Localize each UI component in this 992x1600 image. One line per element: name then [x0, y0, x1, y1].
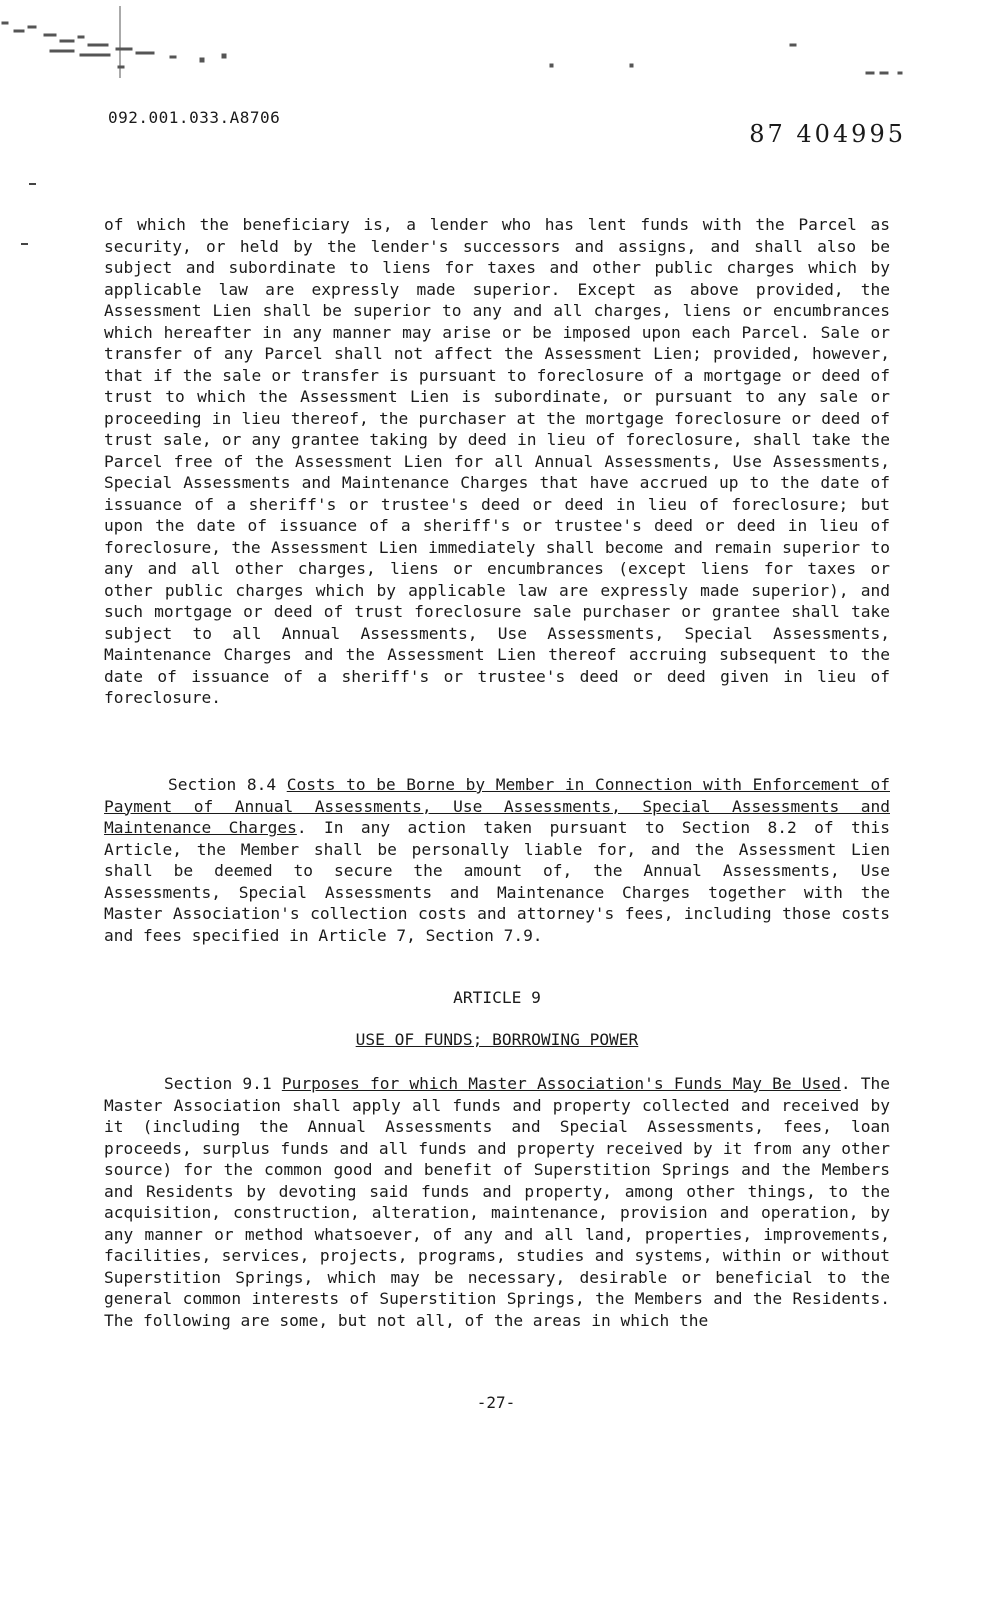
section-8-4-body: . In any action taken pursuant to Section 8.2 of this Article, the Member shall be personally liable for, and the Assessment Lien shall be deemed to secure the amount of, the Annual Assessments, Use Assessments, Special Assessments and Maintenance Charges together with the Master Association's collection costs and attorney's fees, including those costs and fees specified in Article 7, Section 7.9.: [104, 818, 890, 945]
paragraph-assessment-lien: of which the beneficiary is, a lender who has lent funds with the Parcel as security, or held by the lender's successors and assigns, and shall also be subject and subordinate to liens for taxes and other public charges which by applicable law are expressly made superior. Except as above provided, the Assessment Lien shall be superior to any and all charges, liens or encumbrances which hereafter in any manner may arise or be imposed upon each Parcel. Sale or transfer of any Parcel shall not affect the Assessment Lien; provided, however, that if the sale or transfer is pursuant to foreclosure of a mortgage or deed of trust to which the Assessment Lien is subordinate, or pursuant to any sale or proceeding in lieu thereof, the purchaser at the mortgage foreclosure or deed of trust sale, or any grantee taking by deed in lieu of foreclosure, shall take the Parcel free of the Assessment Lien for all Annual Assessments, Use Assessments, Special Assessments and Maintenance Charges that have accrued up to the date of issuance of a sheriff's or trustee's deed or deed in lieu of foreclosure; but upon the date of issuance of a sheriff's or trustee's deed or deed in lieu of foreclosure, the Assessment Lien immediately shall become and remain superior to any and all other charges, liens or encumbrances (except liens for taxes or other public charges which by applicable law are expressly made superior), and such mortgage or deed of trust foreclosure sale purchaser or grantee shall take subject to all Annual Assessments, Use Assessments, Special Assessments, Maintenance Charges and the Assessment Lien thereof accruing subsequent to the date of issuance of a sheriff's or trustee's deed or deed given in lieu of foreclosure.: [104, 215, 890, 707]
section-9-1-body: . The Master Association shall apply all funds and property collected and received by it (including the Annual Assessments and Special Assessments, fees, loan proceeds, surplus funds and all funds and property received by it from any other source) for the common good and benefit of Superstition Springs and the Members and Residents by devoting said funds and property, among other things, to the acquisition, construction, alteration, maintenance, provision and operation, by any manner or method whatsoever, of any and all land, properties, improvements, facilities, services, projects, programs, studies and systems, within or without Superstition Springs, which may be necessary, desirable or beneficial to the general common interests of Superstition Springs, the Members and the Residents. The following are some, but not all, of the areas in which the: [104, 1074, 890, 1330]
recording-number: 87 404995: [749, 120, 906, 148]
page-number: -27-: [476, 1393, 516, 1412]
document-id: 092.001.033.A8706: [108, 108, 281, 127]
section-9-1-paragraph: [104, 1073, 890, 1331]
section-9-1-title: Purposes for which Master Association's Funds May Be Used: [281, 1074, 841, 1093]
margin-mark: [21, 243, 28, 245]
article-title: USE OF FUNDS; BORROWING POWER: [355, 1030, 639, 1049]
article-heading: ARTICLE 9: [453, 988, 541, 1007]
section-9-1-lead: Section 9.1: [164, 1074, 282, 1093]
section-8-4-paragraph: [104, 774, 890, 946]
section-8-4-lead: Section 8.4: [168, 775, 287, 794]
section-8-4-title: Costs to be Borne by Member in Connection with Enforcement of Payment of Annual Assessments, Use Assessments, Special Assessments and Maintenance Charges: [104, 775, 890, 837]
margin-mark: [29, 183, 36, 185]
scan-artifacts: [0, 0, 992, 120]
